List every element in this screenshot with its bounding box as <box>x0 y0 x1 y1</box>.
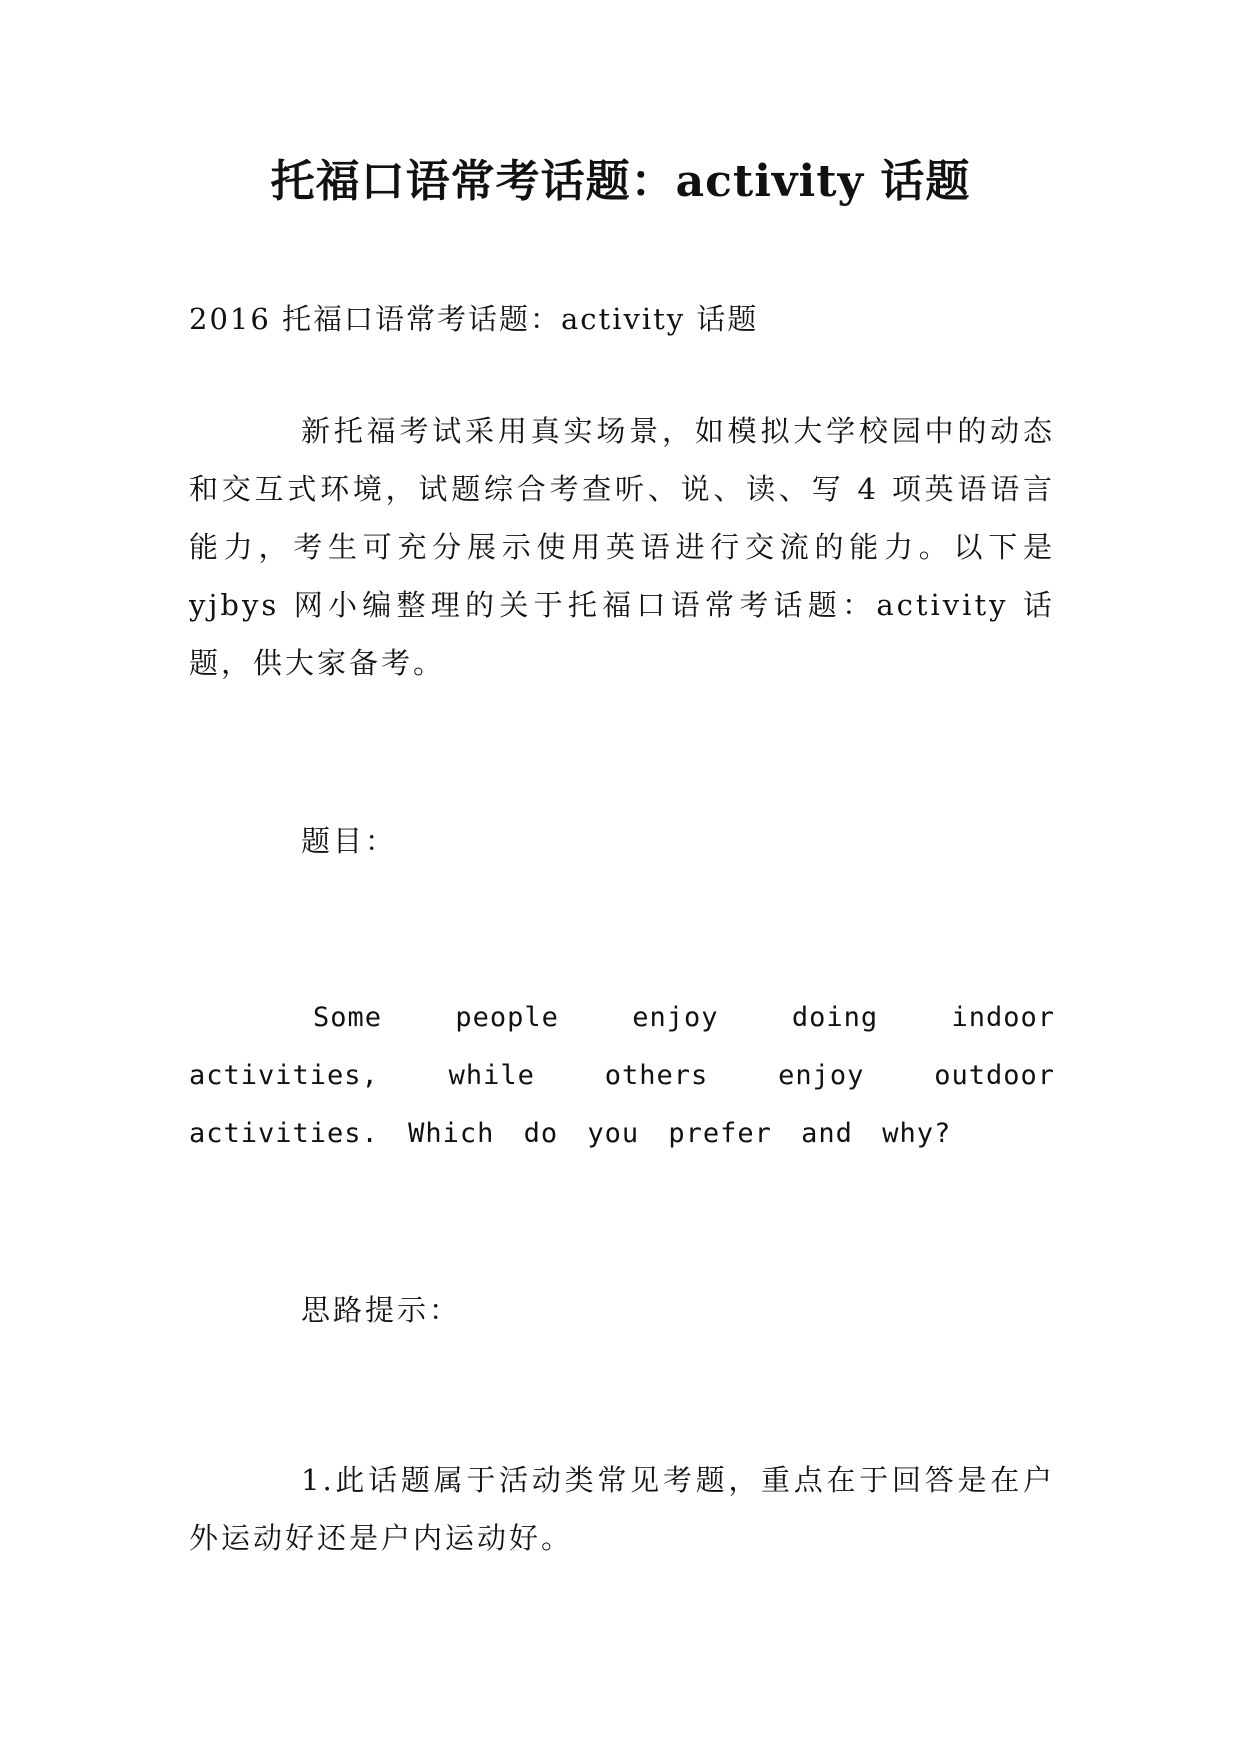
intro-paragraph: 新托福考试采用真实场景，如模拟大学校园中的动态和交互式环境，试题综合考查听、说、读、写 4 项英语语言能力，考生可充分展示使用英语进行交流的能力。以下是 yjbys 网小编整理的关于托福口语常考话题：activity 话题，供大家备考。 <box>189 414 1055 680</box>
document-subtitle: 2016 托福口语常考话题：activity 话题 <box>189 302 759 336</box>
question-label: 题目： <box>301 824 398 858</box>
document-title: 托福口语常考话题：activity 话题 <box>270 156 971 207</box>
hint-point-1: 1.此话题属于活动类常见考题，重点在于回答是在户外运动好还是户内运动好。 <box>189 1463 1055 1555</box>
hint-label: 思路提示： <box>301 1293 462 1327</box>
question-paragraph: Some people enjoy doing indoor activities, while others enjoy outdoor activities. Which do you prefer and why? <box>189 1002 1055 1149</box>
